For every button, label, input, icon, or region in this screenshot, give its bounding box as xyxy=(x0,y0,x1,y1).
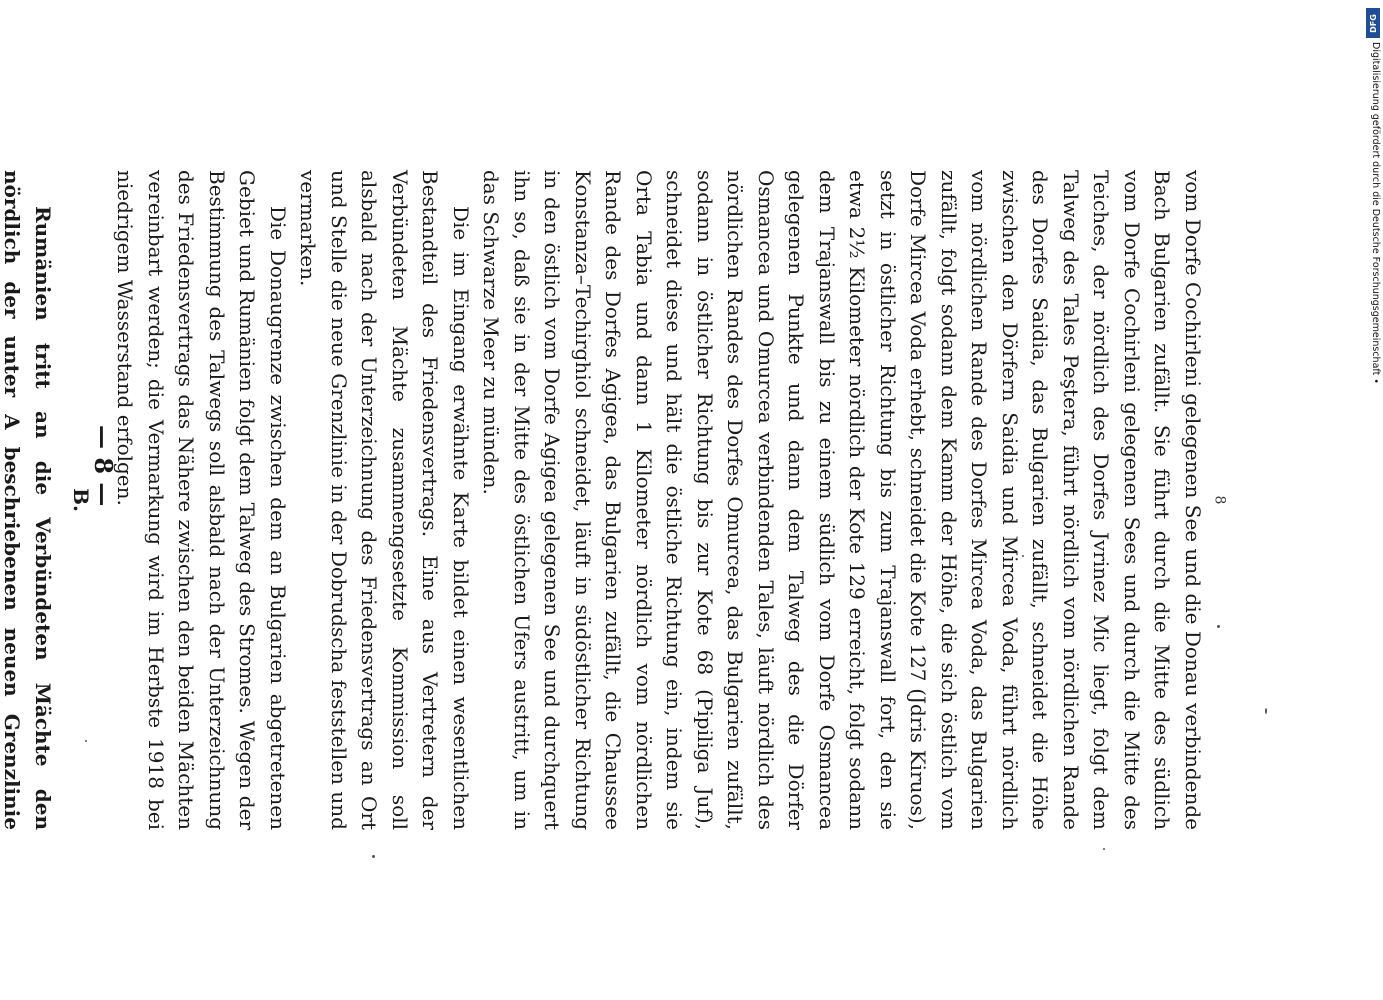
paragraph-danube-border: Die Donaugrenze zwischen dem an Bulgarien abgetretenen Gebiet und Rumänien folgt dem Talweg des Stromes. Wegen der Bestimmung des Talwegs soll alsbald nach der Unterzeichnung des Friedensvertrags das Nähere zwischen den beiden Mächten vereinbart werden; die Vermarkung wird im Herbste 1918 bei niedrigem Wasserstand erfolgen. xyxy=(113,170,290,830)
section-b-heading: B. xyxy=(69,488,93,512)
scan-speck xyxy=(1265,708,1267,714)
footer-mark: 8 xyxy=(1211,495,1228,505)
paragraph-map-commission: Die im Eingang erwähnte Karte bildet einen wesentlichen Bestandteil des Friedensvertrags. Eine aus Vertretern der Verbündeten Mächte zusammengesetzte Kommission soll alsbald nach der Unterzeichnung des Friedensvertrags an Ort und Stelle die neue Grenzlinie in der Dobrudscha feststellen und vermarken. xyxy=(296,170,473,830)
body-text-block xyxy=(0,170,1208,830)
page-number-text: — 8 — xyxy=(89,425,118,507)
digitization-credit: Digitalisierung gefördert durch die Deutsche Forschungsgemeinschaft • xyxy=(1370,42,1381,384)
paragraph-section-b: Rumänien tritt an die Verbündeten Mächte den nördlich der unter A beschriebenen neuen Grenzlinie xyxy=(0,170,55,830)
scan-speck xyxy=(85,740,87,742)
scan-speck xyxy=(1022,555,1024,557)
scan-speck xyxy=(1217,625,1220,628)
paragraph-boundary-description: vom Dorfe Cochirleni gelegenen See und die Donau verbindende Bach Bulgarien zufällt. Sie führt durch die Mitte des südlich vom Dorfe Cochirleni gelegenen Sees und durch die Mitte des Teiches, der nördlich des Dorfes Jvrinez Mic liegt, folgt dem Talweg des Tales Peştera, führt nördlich vom nördlichen Rande des Dorfes Saidia, das Bulgarien zufällt, schneidet die Höhe zwischen den Dörfern Saidia und Mircea Voda, führt nördlich vom nördlichen Rande des Dorfes Mircea Voda, das Bulgarien zufällt, folgt sodann dem Kamm der Höhe, die sich östlich vom Dorfe Mircea Voda erhebt, schneidet die Kote 127 (Jdris Kiruos), setzt in östlicher Richtung bis zum Trajanswall fort, den sie etwa 2½ Kilometer nördlich der Kote 129 erreicht, folgt sodann dem Trajanswall bis zu einem südlich vom Dorfe Osmancea gelegenen Punkte und dann dem Talweg des die Dörfer Osmancea und Omurcea verbindenden Tales, läuft nördlich des nördlichen Randes des Dorfes Omurcea, das Bulgarien zufällt, sodann in östlicher Richtung bis zur Kote 68 (Pipiliga Juf), schneidet diese und hält die östliche Richtung ein, indem sie Orta Tabia und dann 1 Kilometer nördlich vom nördlichen Rande des Dorfes Agigea, das Bulgarien zufällt, die Chaussee Konstanza–Techirghiol schneidet, läuft in südöstlicher Richtung in den östlich vom Dorfe Agigea gelegenen See und durchquert ihn so, daß sie in der Mitte des östlichen Ufers austritt, um in das Schwarze Meer zu münden. xyxy=(479,170,1205,830)
scan-speck xyxy=(1103,848,1105,850)
scan-speck xyxy=(372,855,375,858)
dfg-logo-icon: DFG xyxy=(1366,8,1380,38)
